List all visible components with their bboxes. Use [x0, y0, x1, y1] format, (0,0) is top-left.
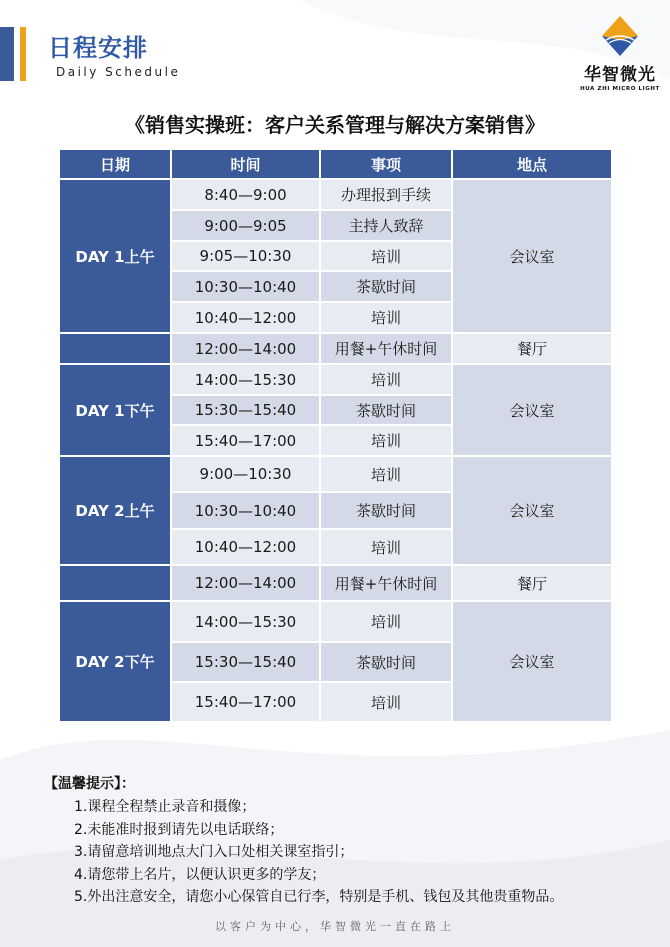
place-cell: 餐厅: [452, 565, 612, 601]
item-cell: 培训: [320, 682, 452, 722]
header-time: 时间: [171, 149, 320, 179]
brand-logo: [578, 14, 662, 94]
header-place: 地点: [452, 149, 612, 179]
table-row: [59, 601, 612, 642]
item-cell: 培训: [320, 601, 452, 642]
footer-slogan: 以客户为中心，华智微光一直在路上: [215, 920, 455, 933]
table-row: [59, 565, 612, 601]
time-cell: 15:30—15:40: [171, 395, 320, 425]
page-subtitle: Daily Schedule: [56, 65, 181, 79]
table-row: [59, 179, 612, 210]
tip-item: 5.外出注意安全，请您小心保管自已行李，特别是手机、钱包及其他贵重物品。: [74, 889, 564, 905]
course-title: 《销售实操班：客户关系管理与解决方案销售》: [125, 113, 545, 137]
schedule-table: [58, 148, 613, 723]
day-label: DAY 1下午: [59, 364, 171, 456]
time-cell: 10:40—12:00: [171, 302, 320, 333]
place-cell: 会议室: [452, 364, 612, 456]
item-cell: 培训: [320, 364, 452, 395]
time-cell: 10:40—12:00: [171, 529, 320, 565]
time-cell: 14:00—15:30: [171, 601, 320, 642]
item-cell: 培训: [320, 241, 452, 271]
item-cell: 茶歇时间: [320, 271, 452, 302]
tip-item: 2.未能准时报到请先以电话联络；: [74, 821, 284, 838]
tip-item: 4.请您带上名片，以便认识更多的学友；: [74, 866, 326, 883]
day-label: DAY 1上午: [59, 179, 171, 333]
time-cell: 12:00—14:00: [171, 565, 320, 601]
tips-list: [74, 796, 563, 909]
item-cell: 茶歇时间: [320, 492, 452, 529]
item-cell: 培训: [320, 529, 452, 565]
brand-diamond-icon: [592, 14, 648, 58]
time-cell: 10:30—10:40: [171, 271, 320, 302]
header-date: 日期: [59, 149, 171, 179]
place-cell: 餐厅: [452, 333, 612, 364]
day-label: DAY 2上午: [59, 456, 171, 565]
time-cell: 9:00—10:30: [171, 456, 320, 492]
time-cell: 15:40—17:00: [171, 682, 320, 722]
place-cell: 会议室: [452, 456, 612, 565]
item-cell: 培训: [320, 302, 452, 333]
day-label-cont: [59, 565, 171, 601]
day-label-cont: [59, 333, 171, 364]
tip-item: 3.请留意培训地点大门入口处相关课室指引；: [74, 844, 354, 860]
item-cell: 茶歇时间: [320, 642, 452, 682]
tips-title: 【温馨提示】：: [44, 776, 135, 792]
item-cell: 茶歇时间: [320, 395, 452, 425]
table-row: [59, 456, 612, 492]
time-cell: 15:40—17:00: [171, 425, 320, 456]
time-cell: 9:05—10:30: [171, 241, 320, 271]
header-item: 事项: [320, 149, 452, 179]
item-cell: 办理报到手续: [320, 179, 452, 210]
brand-name-en: HUA ZHI MICRO LIGHT: [580, 86, 660, 92]
time-cell: 12:00—14:00: [171, 333, 320, 364]
table-row: [59, 364, 612, 395]
tip-item: 1.课程全程禁止录音和摄像；: [74, 799, 256, 815]
day-label: DAY 2下午: [59, 601, 171, 722]
header-accent-bar-blue: [0, 27, 14, 81]
page-title: 日程安排: [48, 34, 148, 62]
item-cell: 培训: [320, 456, 452, 492]
item-cell: 培训: [320, 425, 452, 456]
item-cell: 用餐+午休时间: [320, 333, 452, 364]
time-cell: 9:00—9:05: [171, 210, 320, 241]
item-cell: 用餐+午休时间: [320, 565, 452, 601]
header-accent-bar-orange: [20, 27, 26, 81]
time-cell: 14:00—15:30: [171, 364, 320, 395]
place-cell: 会议室: [452, 601, 612, 722]
time-cell: 10:30—10:40: [171, 492, 320, 529]
item-cell: 主持人致辞: [320, 210, 452, 241]
table-row: [59, 333, 612, 364]
time-cell: 15:30—15:40: [171, 642, 320, 682]
brand-name-cn: 华智微光: [584, 65, 656, 85]
time-cell: 8:40—9:00: [171, 179, 320, 210]
table-header-row: [59, 149, 612, 179]
place-cell: 会议室: [452, 179, 612, 333]
